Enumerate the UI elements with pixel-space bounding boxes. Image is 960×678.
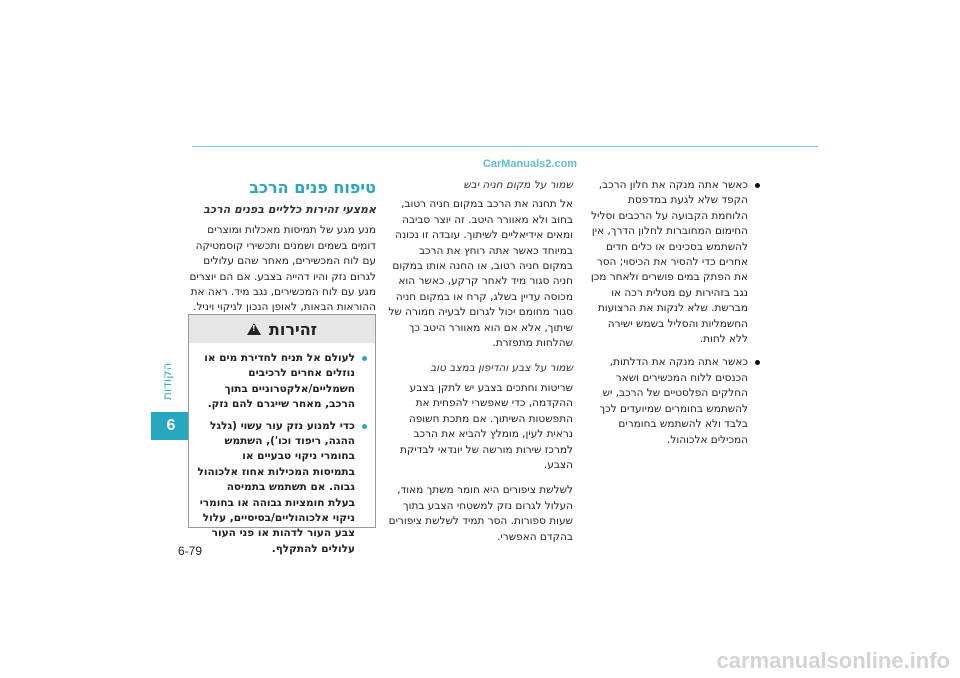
header-rule <box>192 146 818 147</box>
section-text-parking: אל תחנה את הרכב במקום חניה רטוב, בחוב ולא מאוורר היטב. זה יוצר סביבה ומאים אידיאליים לשיתוך. עובדה זו נכונה במיוחד כאשר אתה רוחץ את הרכב במקום חניה רטוב, או החנה אותו במקום חניה סגור מיד לאחר קרקע, כאשר הוא מכוסה עדיין בשלג, קרח או במקום חניה סגור מחומם יכול לגרום לבעיה חמורה של שיתוך, אלא אם הוא מאוורר היטב כך שהלחות מתפזרת. <box>388 198 573 350</box>
tip-text: מנע מגע של תמיסות מאכלות ומוצרים דומים בשמים ושמנים ותכשירי קוסמטיקה עם לוח המכשירים, מאחר שהם עלולים לגרום נזק והיו דהייה בצבע. אם הם יוצרים מגע עם לוח המכשירים, נגב מיד. ראה את ההוראות הבאות, לאופן הנכון לניקוי ויניל. <box>189 224 376 314</box>
tip-subheading: אמצעי זהירות כלליים בפנים הרכב <box>203 203 376 216</box>
header-watermark: CarManuals2.com <box>482 158 578 170</box>
warning-header <box>189 315 375 343</box>
section-text-bird-droppings: לשלשת ציפורים היא חומר משתך מאוד, העלול לגרום נזק למשטחי הצבע בתוך שעות ספורות. הסר תמיד לשלשת ציפורים בהקדם האפשרי. <box>388 484 573 543</box>
footer-watermark: carmanualsonline.info <box>716 648 950 673</box>
middle-column <box>388 178 573 555</box>
section-text-paint: שריטות וחתכים בצבע יש לתקן בצבע ההקדמה, כדי שאפשרי להפחית את התפשטות השיתוך. אם מתכת חשופה נראית לעין, מומלץ להביא את הרכב למרכז שירות מורשה של יונדאי לבדיקת הצבע. <box>400 381 573 471</box>
page-number: 6-79 <box>178 544 203 558</box>
chapter-number-badge: 6 <box>151 412 191 440</box>
section-title-paint: שמור על צבע והדיפון במצב טוב <box>430 362 573 375</box>
warning-body <box>189 343 375 569</box>
warning-item-2: כדי למנוע נזק עור עשוי (גלגל ההגה, ריפוד וכו'), השתמש בחומרי ניקוי טבעיים או בתמיסות המכילות אחוז אלכוהול גבוה. אם תשתמש בתמיסה בעלת חומציות גבוהה או בחומרי ניקוי אלכוהוליים/בסיסיים, עלול צבע העור לדהות או פני העור עלולים להתקלף. <box>197 419 367 558</box>
section-title-parking: שמור על מקום חניה יבש <box>463 179 573 191</box>
warning-triangle-icon <box>247 323 261 335</box>
left-column <box>188 178 376 326</box>
warning-item-1: לעולם אל תניח לחדירת מים או נוזלים אחרים לרכיבים חשמליים/אלקטרוניים בתוך הרכב, מאחר שייגרם להם נזק. <box>197 351 367 413</box>
side-section-label: הקודות <box>160 362 174 400</box>
right-bullet-1: כאשר אתה מנקה את חלון הרכב, הקפד שלא לגעת במדפסת הלוחמת הקבועה על הרכבים וסליל החימום המחוברות לחלון הדרך, אין להשתמש בסכינים או כלים חדים אחרים כדי להסיר את הכיסוי; הסר את הפתק במים פושרים ולאחר מכן נגב בזהירות עם מטלית רכה או מברשת. שלא לנקות את הרצועות החשמליות והסליל בשמש ישירה ללא לחות. <box>590 178 760 347</box>
tip-heading: טיפוח פנים הרכב <box>249 178 376 197</box>
warning-title: זהירות <box>268 319 318 339</box>
warning-box <box>188 314 376 555</box>
right-bullet-2: כאשר אתה מנקה את הדלתות, הכנסים ללוח המכשירים ושאר החלקים הפלסטיים של הרכב, יש להשתמש בחומרים שמיועדים לכך בלבד ולא להשתמש בחומרים המכילים אלכוהול. <box>590 355 760 447</box>
right-column <box>590 178 760 456</box>
